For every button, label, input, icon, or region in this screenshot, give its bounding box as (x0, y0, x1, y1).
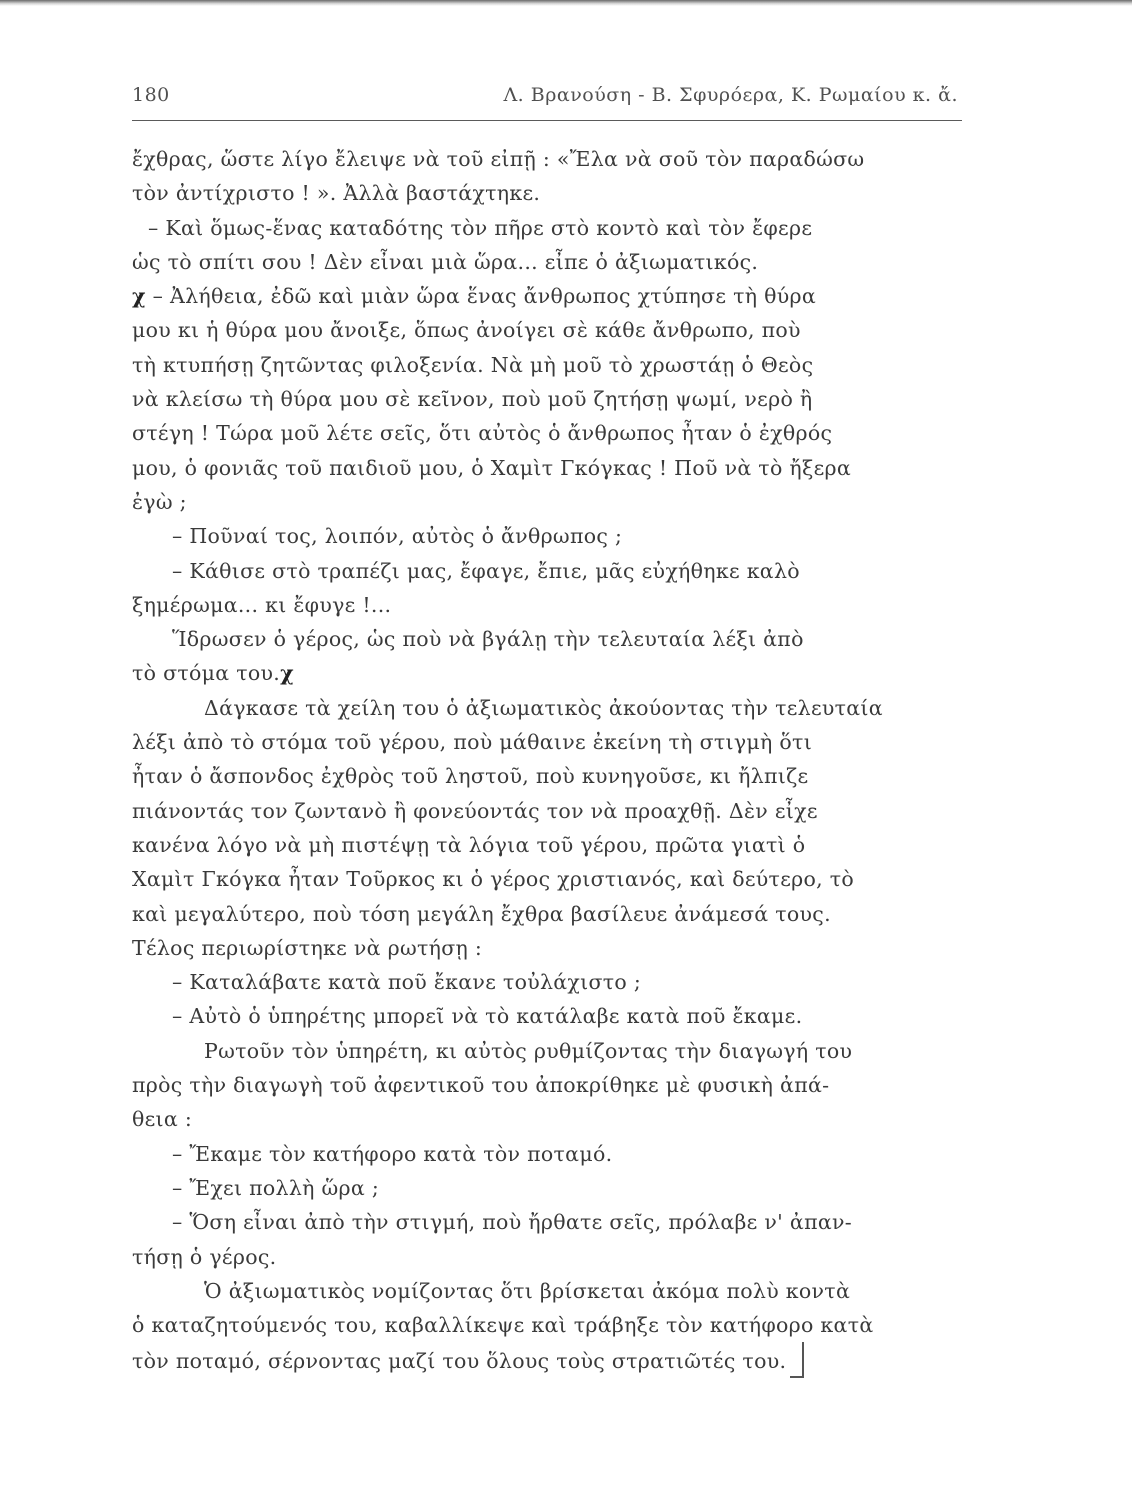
text-line: τὴ κτυπήσῃ ζητῶντας φιλοξενία. Νὰ μὴ μοῦ τὸ χρωστάῃ ὁ Θεὸς (132, 352, 814, 377)
text-line: λέξι ἀπὸ τὸ στόμα τοῦ γέρου, ποὺ μάθαινε ἐκείνη τὴ στιγμὴ ὅτι (132, 730, 813, 755)
text-line: ὁ καταζητούμενός του, καβαλλίκεψε καὶ τράβηξε τὸν κατήφορο κατὰ (132, 1313, 874, 1338)
closing-bracket-mark (790, 1342, 804, 1378)
text-line: ἔχθρας, ὥστε λίγο ἔλειψε νὰ τοῦ εἰπῇ : «Ἔλα νὰ σοῦ τὸν παραδώσω (132, 147, 865, 171)
text-line-content: τὸ στόμα του. (132, 661, 281, 686)
margin-mark-start: χ (132, 284, 146, 309)
text-line: – Αὐτὸ ὁ ὑπηρέτης μπορεῖ νὰ τὸ κατάλαβε κατὰ ποῦ ἔκαμε. (172, 1004, 803, 1029)
text-line: – Κάθισε στὸ τραπέζι μας, ἔφαγε, ἔπιε, μᾶς εὐχήθηκε καλὸ (172, 558, 800, 583)
text-line: θεια : (132, 1107, 193, 1132)
text-line: ξημέρωμα... κι ἔφυγε !... (132, 592, 392, 617)
page-number: 180 (132, 84, 170, 106)
text-line: ἐγὼ ; (132, 489, 187, 514)
text-line-content: τὸν ποταμό, σέρνοντας μαζί του ὅλους τοὺς στρατιῶτές του. (132, 1349, 787, 1374)
text-line: – Ὅση εἶναι ἀπὸ τὴν στιγμή, ποὺ ἤρθατε σεῖς, πρόλαβε ν' ἀπαν- (172, 1210, 852, 1235)
text-line: πρὸς τὴν διαγωγὴ τοῦ ἀφεντικοῦ του ἀποκρίθηκε μὲ φυσικὴ ἀπά- (132, 1073, 830, 1098)
text-line: στέγη ! Τώρα μοῦ λέτε σεῖς, ὅτι αὐτὸς ὁ ἄνθρωπος ἦταν ὁ ἐχθρός (132, 421, 833, 446)
text-line-marked (132, 1342, 977, 1376)
text-line: τὸν ἀντίχριστο ! ». Ἀλλὰ βαστάχτηκε. (132, 181, 541, 206)
text-line: – Καταλάβατε κατὰ ποῦ ἔκανε τοὐλάχιστο ; (172, 970, 642, 995)
text-line: νὰ κλείσω τὴ θύρα μου σὲ κεῖνον, ποὺ μοῦ ζητήσῃ ψωμί, νερὸ ἢ (132, 387, 813, 412)
text-line: τήσῃ ὁ γέρος. (132, 1244, 277, 1269)
text-line: ἦταν ὁ ἄσπονδος ἐχθρὸς τοῦ ληστοῦ, ποὺ κυνηγοῦσε, κι ἤλπιζε (132, 764, 809, 789)
text-line: πιάνοντάς τον ζωντανὸ ἢ φονεύοντάς τον νὰ προαχθῇ. Δὲν εἶχε (132, 798, 818, 823)
text-line: μου κι ἡ θύρα μου ἄνοιξε, ὅπως ἀνοίγει σὲ κάθε ἄνθρωπο, ποὺ (132, 318, 801, 343)
header-rule (132, 120, 962, 121)
text-line-content: – Ἀλήθεια, ἐδῶ καὶ μιὰν ὥρα ἕνας ἄνθρωπος χτύπησε τὴ θύρα (152, 284, 817, 309)
running-head: Λ. Βρανούση - Β. Σφυρόερα, Κ. Ρωμαίου κ. ἄ. (503, 84, 958, 106)
text-line: Χαμὶτ Γκόγκα ἦταν Τοῦρκος κι ὁ γέρος χριστιανός, καὶ δεύτερο, τὸ (132, 867, 855, 892)
page-header (132, 84, 958, 114)
text-line: Ρωτοῦν τὸν ὑπηρέτη, κι αὐτὸς ρυθμίζοντας τὴν διαγωγή του (204, 1038, 853, 1063)
text-line: Ὁ ἀξιωματικὸς νομίζοντας ὅτι βρίσκεται ἀκόμα πολὺ κοντὰ (204, 1278, 851, 1303)
text-line: – Ἔκαμε τὸν κατήφορο κατὰ τὸν ποταμό. (172, 1141, 613, 1166)
text-line: καὶ μεγαλύτερο, ποὺ τόση μεγάλη ἔχθρα βασίλευε ἀνάμεσά τους. (132, 901, 831, 926)
text-line: μου, ὁ φονιᾶς τοῦ παιδιοῦ μου, ὁ Χαμὶτ Γκόγκας ! Ποῦ νὰ τὸ ἤξερα (132, 455, 851, 480)
text-line: – Ποῦναί τος, λοιπόν, αὐτὸς ὁ ἄνθρωπος ; (172, 524, 623, 549)
text-line: – Καὶ ὅμως-ἕνας καταδότης τὸν πῆρε στὸ κοντὸ καὶ τὸν ἔφερε (148, 215, 813, 240)
text-line: ὡς τὸ σπίτι σου ! Δὲν εἶναι μιὰ ὥρα... εἶπε ὁ ἀξιωματικός. (132, 249, 759, 274)
text-line: Δάγκασε τὰ χείλη του ὁ ἀξιωματικὸς ἀκούοντας τὴν τελευταία (204, 695, 883, 720)
text-line: Ἵδρωσεν ὁ γέρος, ὡς ποὺ νὰ βγάλῃ τὴν τελευταία λέξι ἀπὸ (172, 627, 804, 652)
margin-mark-end: χ (280, 661, 294, 686)
text-line: κανένα λόγο νὰ μὴ πιστέψῃ τὰ λόγια τοῦ γέρου, πρῶτα γιατὶ ὁ (132, 832, 806, 857)
text-line-marked (132, 279, 977, 313)
text-line: – Ἔχει πολλὴ ὥρα ; (172, 1175, 380, 1200)
scan-top-edge (0, 0, 1132, 6)
body-text (132, 142, 977, 1377)
text-line: Τέλος περιωρίστηκε νὰ ρωτήσῃ : (132, 935, 483, 960)
text-line-marked (132, 656, 977, 690)
